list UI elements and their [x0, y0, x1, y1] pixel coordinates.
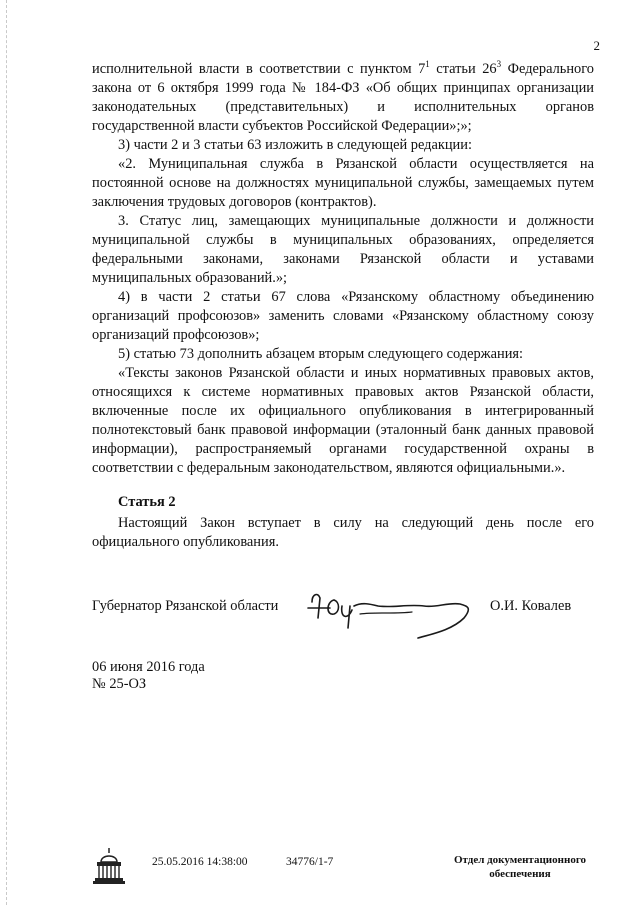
signing-date: 06 июня 2016 года — [92, 659, 205, 675]
footer-registration-number: 34776/1-7 — [286, 856, 334, 868]
superscript: 1 — [425, 59, 430, 69]
article-2-body — [92, 514, 594, 552]
paragraph-quote-3: 3. Статус лиц, замещающих муниципальные должности и должности муниципальной службы в муниципальных образованиях, определяется федеральными законами, законами Рязанской области и уставами муниципальных образований.»; — [92, 213, 594, 286]
document-body — [92, 60, 594, 478]
governor-title: Губернатор Рязанской области — [92, 598, 279, 614]
paragraph-quote-2: «2. Муниципальная служба в Рязанской области осуществляется на постоянной основе на должностях муниципальной службы, замещаемых путем заключения трудовых договоров (контрактов). — [92, 156, 594, 210]
paragraph-quote-texts: «Тексты законов Рязанской области и иных нормативных правовых актов, относящихся к системе нормативных правовых актов Рязанской области, включенные после их официального опубликования в интегрированный полнотекстовый банк правовой информации (эталонный банк данных правовой информации), распространяемый органами государственной охраны в соответствии с федеральным законодательством, являются официальными.». — [92, 365, 594, 476]
governor-name: О.И. Ковалев — [490, 598, 572, 614]
law-number: № 25-ОЗ — [92, 676, 147, 692]
article-2-heading: Статья 2 — [118, 494, 176, 510]
superscript: 3 — [496, 59, 502, 69]
paragraph-item-4: 4) в части 2 статьи 67 слова «Рязанскому областному объединению организаций профсоюзов» заменить словами «Рязанскому областному союзу организаций профсоюзов»; — [92, 289, 594, 343]
paragraph-item-5: 5) статью 73 дополнить абзацем вторым следующего содержания: — [118, 346, 524, 362]
scan-edge-line — [6, 0, 7, 905]
duma-emblem-icon — [92, 846, 126, 886]
footer-timestamp: 25.05.2016 14:38:00 — [152, 856, 248, 868]
paragraph-continuation: исполнительной власти в соответствии с пунктом $7^1$ статьи $26^3$ Федерального закона от 6 октября 1999 года № 184-ФЗ «Об общих принципах организации законодательных (представительных) и исполнительных органов государственной власти субъектов Российской Федерации»;»; — [92, 59, 594, 134]
handwritten-signature — [300, 584, 480, 644]
page-number: 2 — [593, 38, 600, 53]
footer-department: Отдел документационного обеспечения — [453, 854, 587, 880]
article-2-text: Настоящий Закон вступает в силу на следующий день после его официального опубликования. — [92, 515, 594, 550]
paragraph-item-3: 3) части 2 и 3 статьи 63 изложить в следующей редакции: — [118, 137, 472, 153]
